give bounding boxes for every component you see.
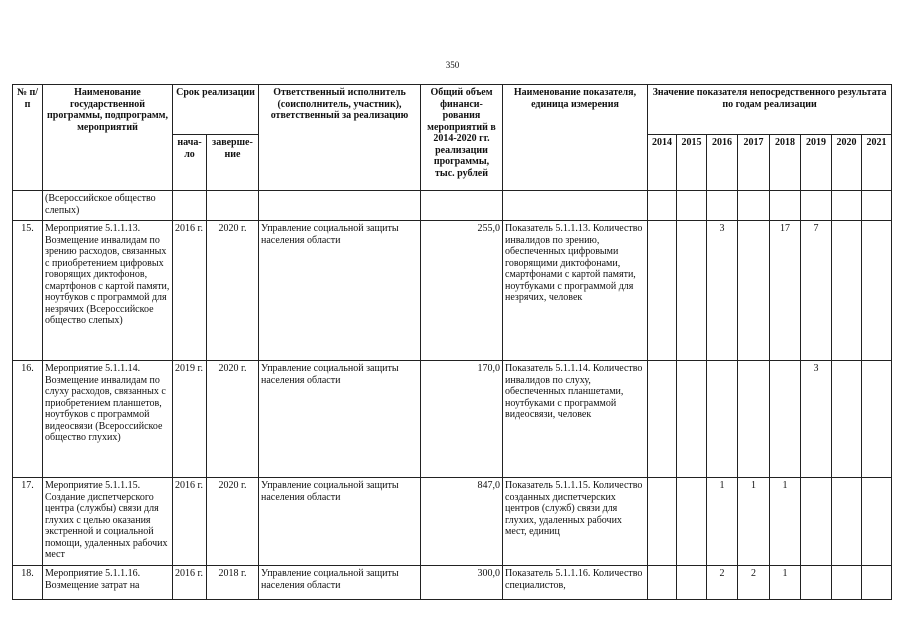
header-name: Наименование государственной программы, подпрограмм, мероприятий — [43, 85, 173, 191]
cell-end: 2020 г. — [207, 221, 259, 361]
table-row — [13, 361, 892, 478]
header-year: 2020 — [832, 135, 862, 191]
header-year: 2016 — [707, 135, 738, 191]
cell-volume: 847,0 — [421, 478, 503, 566]
cell-start: 2016 г. — [173, 566, 207, 600]
header-term-start: нача-ло — [173, 135, 207, 191]
cell-end: 2020 г. — [207, 361, 259, 478]
cell-value — [648, 221, 677, 361]
cell-value: 1 — [738, 478, 770, 566]
cell-indicator: Показатель 5.1.1.16. Количество специалистов, — [503, 566, 648, 600]
program-table — [12, 84, 892, 600]
cell-executor: Управление социальной защиты населения области — [259, 478, 421, 566]
cell-value — [832, 221, 862, 361]
cell-num: 16. — [13, 361, 43, 478]
cell-value: 2 — [738, 566, 770, 600]
cell-value — [677, 566, 707, 600]
cell-indicator: Показатель 5.1.1.14. Количество инвалидов по слуху, обеспеченных планшетами, ноутбуками с программой видеосвязи, человек — [503, 361, 648, 478]
header-volume: Общий объем финанси-рования мероприятий в 2014-2020 гг. реализации программы, тыс. рублей — [421, 85, 503, 191]
cell-executor: Управление социальной защиты населения области — [259, 361, 421, 478]
cell-start: 2019 г. — [173, 361, 207, 478]
cell-executor: Управление социальной защиты населения области — [259, 221, 421, 361]
cell-value — [801, 478, 832, 566]
cell-value — [738, 221, 770, 361]
table-row — [13, 221, 892, 361]
cell-value: 3 — [801, 361, 832, 478]
cell-value — [677, 478, 707, 566]
cell-value: 2 — [707, 566, 738, 600]
cell-name: Мероприятие 5.1.1.15. Создание диспетчерского центра (службы) связи для глухих с целью оказания экстренной и социальной помощи, удаленных рабочих мест — [43, 478, 173, 566]
cell-num: 18. — [13, 566, 43, 600]
cell-indicator: Показатель 5.1.1.15. Количество созданных диспетчерских центров (служб) связи для глухих, удаленных рабочих мест, единиц — [503, 478, 648, 566]
cell-volume: 170,0 — [421, 361, 503, 478]
cell-value — [862, 566, 892, 600]
cell-value — [707, 361, 738, 478]
cell-num: 15. — [13, 221, 43, 361]
cell-value: 17 — [770, 221, 801, 361]
cell-value — [801, 566, 832, 600]
cell-value: 3 — [707, 221, 738, 361]
header-year: 2019 — [801, 135, 832, 191]
cell-value — [648, 478, 677, 566]
cell-value — [862, 361, 892, 478]
cell-value — [648, 361, 677, 478]
header-year: 2021 — [862, 135, 892, 191]
cell-value — [648, 566, 677, 600]
page-number: 350 — [445, 60, 460, 70]
header-values: Значение показателя непосредственного результата по годам реализации — [648, 85, 892, 135]
cell-volume: 300,0 — [421, 566, 503, 600]
table-row — [13, 478, 892, 566]
cell-value: 1 — [770, 566, 801, 600]
table-row — [13, 191, 892, 221]
cell-value — [832, 478, 862, 566]
cell-value — [862, 221, 892, 361]
cell-value — [738, 361, 770, 478]
cell-end: 2018 г. — [207, 566, 259, 600]
header-year: 2014 — [648, 135, 677, 191]
cell-value — [862, 478, 892, 566]
cell-value — [770, 361, 801, 478]
cell-value — [832, 361, 862, 478]
cell-end: 2020 г. — [207, 478, 259, 566]
header-term: Срок реализации — [173, 85, 259, 135]
cell-name: (Всероссийское общество слепых) — [43, 191, 173, 221]
cell-value — [677, 361, 707, 478]
header-year: 2015 — [677, 135, 707, 191]
table-row — [13, 566, 892, 600]
cell-executor: Управление социальной защиты населения области — [259, 566, 421, 600]
cell-value: 7 — [801, 221, 832, 361]
header-num: № п/п — [13, 85, 43, 191]
cell-num — [13, 191, 43, 221]
header-term-end: заверше-ние — [207, 135, 259, 191]
cell-start: 2016 г. — [173, 221, 207, 361]
cell-value: 1 — [707, 478, 738, 566]
cell-volume: 255,0 — [421, 221, 503, 361]
cell-num: 17. — [13, 478, 43, 566]
header-year: 2018 — [770, 135, 801, 191]
cell-value: 1 — [770, 478, 801, 566]
cell-value — [677, 221, 707, 361]
cell-start: 2016 г. — [173, 478, 207, 566]
header-executor: Ответственный исполнитель (соисполнитель, участник), ответственный за реализацию — [259, 85, 421, 191]
cell-value — [832, 566, 862, 600]
cell-indicator: Показатель 5.1.1.13. Количество инвалидов по зрению, обеспеченных цифровыми говорящими диктофонами, смартфонами с картой памяти, ноутбуками с программой для незрячих, человек — [503, 221, 648, 361]
cell-name: Мероприятие 5.1.1.16. Возмещение затрат на — [43, 566, 173, 600]
cell-name: Мероприятие 5.1.1.14. Возмещение инвалидам по слуху расходов, связанных с приобретением планшетов, ноутбуков с программой видеосвязи (Всероссийское общество глухих) — [43, 361, 173, 478]
cell-name: Мероприятие 5.1.1.13. Возмещение инвалидам по зрению расходов, связанных с приобретением цифровых говорящих диктофонов, смартфонов с картой памяти, ноутбуков с программой для незрячих (Всероссийское общество слепых) — [43, 221, 173, 361]
header-indicator: Наименование показателя, единица измерения — [503, 85, 648, 191]
header-year: 2017 — [738, 135, 770, 191]
